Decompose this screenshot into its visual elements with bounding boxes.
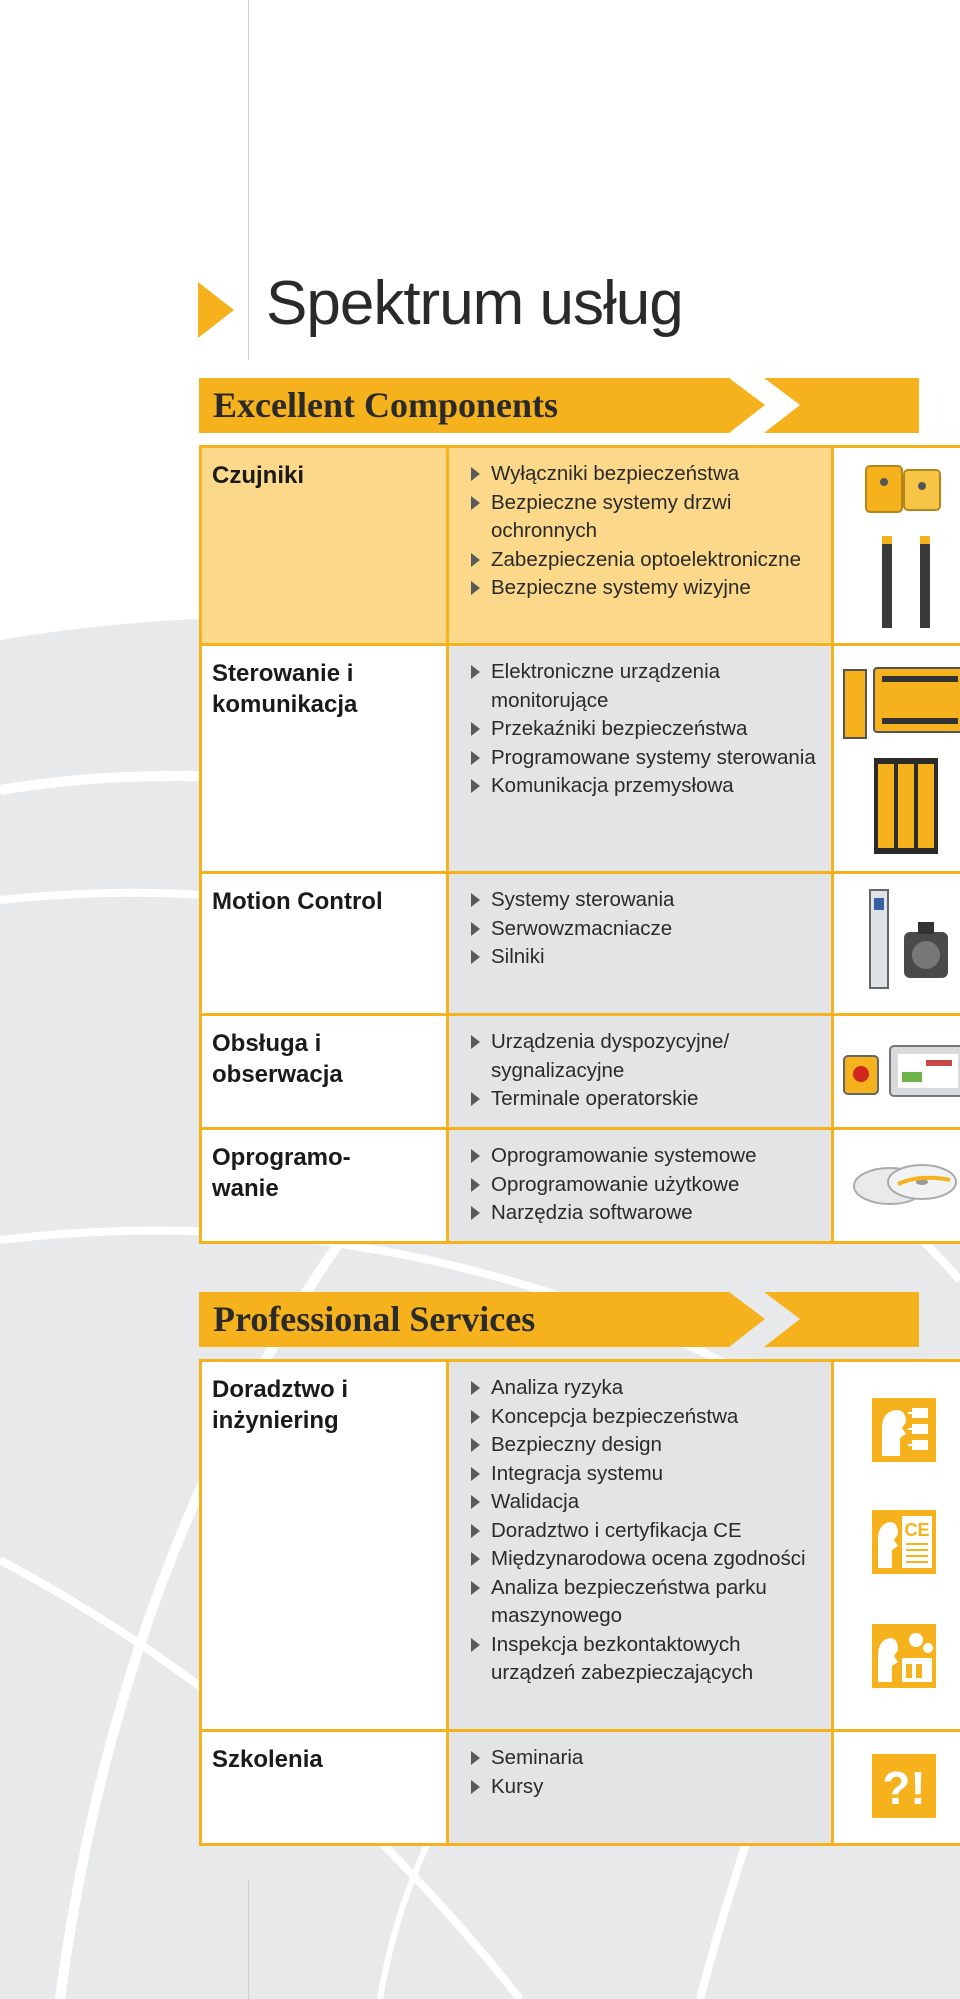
banner-title: Excellent Components	[213, 385, 558, 425]
category-cell	[201, 1361, 448, 1731]
page-title: Spektrum usług	[266, 269, 683, 338]
category-cell	[201, 1731, 448, 1845]
category-label: Doradztwo i inżyniering	[212, 1376, 348, 1434]
banner-chevron-shape	[764, 378, 919, 433]
image-cell	[833, 1361, 960, 1731]
list-item: Terminale operatorskie	[469, 1085, 823, 1114]
list-item: Walidacja	[469, 1488, 823, 1517]
banner-chevron-shape	[764, 1292, 919, 1347]
item-list	[469, 460, 823, 603]
list-item: Elektroniczne urządzenia monitorujące	[469, 658, 823, 715]
list-item: Bezpieczne systemy drzwi ochronnych	[469, 489, 823, 546]
image-cell	[833, 447, 960, 645]
items-cell	[448, 1129, 833, 1243]
list-item: Narzędzia softwarowe	[469, 1199, 823, 1228]
list-item: Systemy sterowania	[469, 886, 823, 915]
category-cell	[201, 1129, 448, 1243]
operator-terminal-image	[842, 1044, 960, 1100]
list-item: Seminaria	[469, 1744, 823, 1773]
category-cell	[201, 447, 448, 645]
list-item: Silniki	[469, 943, 823, 972]
list-item: Komunikacja przemysłowa	[469, 772, 823, 801]
item-list	[469, 1744, 823, 1801]
training-icon-text: ?!	[882, 1762, 926, 1814]
list-item: Międzynarodowa ocena zgodności	[469, 1545, 823, 1574]
table-row	[201, 447, 960, 645]
category-cell	[201, 645, 448, 873]
items-cell	[448, 1731, 833, 1845]
professional-services-banner	[199, 1292, 919, 1347]
banner-title: Professional Services	[213, 1299, 536, 1339]
excellent-components-section	[199, 378, 919, 1244]
image-cell	[833, 645, 960, 873]
table-row	[201, 873, 960, 1015]
items-cell	[448, 873, 833, 1015]
table-row	[201, 1361, 960, 1731]
light-curtain-image	[876, 534, 936, 630]
list-item: Urządzenia dyspozycyjne/ sygnalizacyjne	[469, 1028, 823, 1085]
category-cell	[201, 1015, 448, 1129]
ce-certification-icon	[872, 1510, 936, 1574]
professional-services-table	[199, 1359, 960, 1846]
items-cell	[448, 447, 833, 645]
modular-system-image	[872, 756, 940, 856]
list-item: Oprogramowanie systemowe	[469, 1142, 823, 1171]
category-label: Szkolenia	[212, 1746, 323, 1773]
category-label: Sterowanie i komunikacja	[212, 660, 358, 718]
category-label: Obsługa i obserwacja	[212, 1030, 343, 1088]
list-item: Analiza ryzyka	[469, 1374, 823, 1403]
category-cell	[201, 873, 448, 1015]
item-list	[469, 1028, 823, 1114]
item-list	[469, 886, 823, 972]
list-item: Wyłączniki bezpieczeństwa	[469, 460, 823, 489]
list-item: Doradztwo i certyfikacja CE	[469, 1517, 823, 1546]
image-cell	[833, 1731, 960, 1845]
list-item: Oprogramowanie użytkowe	[469, 1171, 823, 1200]
items-cell	[448, 645, 833, 873]
list-item: Przekaźniki bezpieczeństwa	[469, 715, 823, 744]
excellent-components-banner	[199, 378, 919, 433]
table-row	[201, 1731, 960, 1845]
list-item: Analiza bezpieczeństwa parku maszynowego	[469, 1574, 823, 1631]
item-list	[469, 1142, 823, 1228]
software-cd-image	[850, 1154, 960, 1214]
items-cell	[448, 1015, 833, 1129]
consulting-icon	[872, 1398, 936, 1462]
list-item: Zabezpieczenia optoelektroniczne	[469, 546, 823, 575]
machinery-analysis-icon	[872, 1624, 936, 1688]
safety-switch-image	[864, 460, 944, 516]
list-item: Kursy	[469, 1773, 823, 1802]
image-cell	[833, 873, 960, 1015]
table-row	[201, 1129, 960, 1243]
training-icon	[872, 1754, 936, 1818]
category-label: Oprogramo- wanie	[212, 1144, 351, 1202]
list-item: Koncepcja bezpieczeństwa	[469, 1403, 823, 1432]
heading-arrow-icon	[198, 282, 234, 338]
list-item: Bezpieczny design	[469, 1431, 823, 1460]
image-cell	[833, 1015, 960, 1129]
excellent-components-table	[199, 445, 960, 1244]
category-label: Czujniki	[212, 462, 305, 489]
list-item: Integracja systemu	[469, 1460, 823, 1489]
ce-mark-text: CE	[904, 1520, 930, 1540]
list-item: Bezpieczne systemy wizyjne	[469, 574, 823, 603]
image-cell	[833, 1129, 960, 1243]
items-cell	[448, 1361, 833, 1731]
item-list	[469, 1374, 823, 1688]
control-unit-image	[842, 664, 960, 744]
list-item: Inspekcja bezkontaktowych urządzeń zabezpieczających	[469, 1631, 823, 1688]
list-item: Serwowzmacniacze	[469, 915, 823, 944]
list-item: Programowane systemy sterowania	[469, 744, 823, 773]
table-row	[201, 645, 960, 873]
table-row	[201, 1015, 960, 1129]
item-list	[469, 658, 823, 801]
category-label: Motion Control	[212, 888, 383, 915]
professional-services-section	[199, 1292, 930, 1846]
servo-drive-image	[864, 888, 954, 994]
